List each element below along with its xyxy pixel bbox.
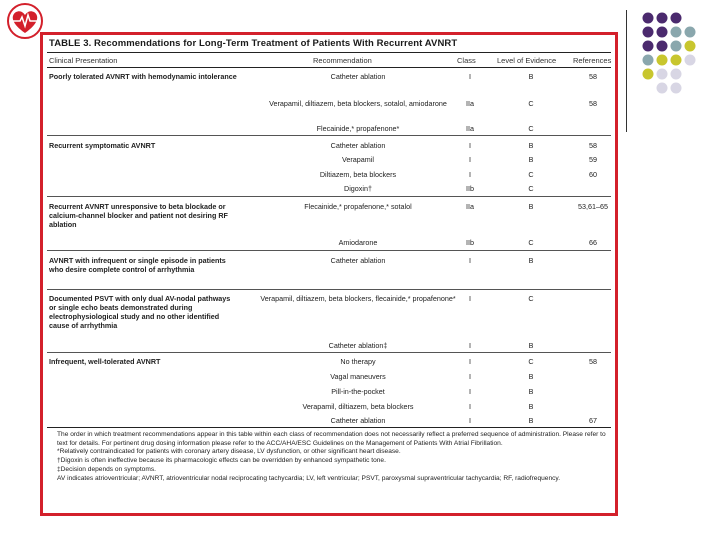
level: B [528,72,534,81]
header-class: Class [457,56,476,65]
footnote: ‡Decision depends on symptoms. [57,465,156,473]
references: 59 [589,155,597,164]
decor-dot [643,41,654,52]
recommendation: Vagal maneuvers [330,372,386,381]
references: 58 [589,357,597,366]
level: B [528,202,534,211]
level: B [528,416,534,425]
decor-dot [657,69,668,80]
header-clinical-presentation: Clinical Presentation [49,56,118,65]
clinical-presentation: Recurrent AVNRT unresponsive to beta blockade or calcium-channel blocker and patient not desiring RF ablation [49,202,228,229]
level: C [528,124,534,133]
level: B [528,402,534,411]
level: C [528,357,534,366]
header-rule [47,67,611,68]
recommendation: Verapamil [342,155,374,164]
recommendation: Pill-in-the-pocket [331,387,385,396]
recommendation: Catheter ablation [330,256,386,265]
footnote: †Digoxin is often ineffective because its pharmacologic effects can be overridden by enhanced sympathetic tone. [57,457,386,465]
recommendation: Verapamil, diltiazem, beta blockers, flecainide,* propafenone* [260,294,456,303]
decor-dot [671,55,682,66]
level: C [528,238,534,247]
class: I [469,170,471,179]
decor-dot [685,55,696,66]
class: I [469,341,471,350]
header-recommendation: Recommendation [313,56,372,65]
class: I [469,256,471,265]
clinical-presentation: Documented PSVT with only dual AV-nodal pathways or single echo beats demonstrated during electrophysiological study and no other identified cause of arrhythmia [49,294,231,330]
class: I [469,372,471,381]
recommendation: No therapy [340,357,376,366]
clinical-presentation: AVNRT with infrequent or single episode in patients who desire complete control of arrhythmia [49,256,226,274]
recommendation: Verapamil, diltiazem, beta blockers [302,402,414,411]
level: B [528,256,534,265]
class: IIb [466,184,474,193]
recommendation: Catheter ablation [330,72,386,81]
decor-dot [685,41,696,52]
recommendation: Flecainide,* propafenone,* sotalol [304,202,412,211]
class: IIa [466,124,474,133]
footnote: AV indicates atrioventricular; AVNRT, atrioventricular nodal reciprocating tachycardia; LV, left ventricular; PSVT, paroxysmal supraventricular tachycardia; RF, radiofrequency. [57,474,561,482]
class: I [469,357,471,366]
level: C [528,184,534,193]
class: I [469,155,471,164]
header-level-of-evidence: Level of Evidence [497,56,557,65]
class: I [469,416,471,425]
clinical-presentation: Poorly tolerated AVNRT with hemodynamic intolerance [49,72,237,81]
class: I [469,387,471,396]
group-rule [47,135,611,136]
decor-dot [685,27,696,38]
decor-dot [671,83,682,94]
level: B [528,141,534,150]
level: B [528,341,534,350]
references: 60 [589,170,597,179]
footnote: *Relatively contraindicated for patients with coronary artery disease, LV dysfunction, or other significant heart disease. [57,448,401,456]
decor-dot [643,55,654,66]
decor-dot [657,13,668,24]
class: IIa [466,99,474,108]
class: I [469,72,471,81]
references: 67 [589,416,597,425]
references: 58 [589,141,597,150]
decor-dot [643,13,654,24]
decor-dot [657,55,668,66]
decor-dot [671,27,682,38]
table-title: TABLE 3. Recommendations for Long-Term Treatment of Patients With Recurrent AVNRT [49,38,458,49]
group-rule [47,352,611,353]
level: B [528,372,534,381]
decor-dot [643,27,654,38]
table-footnotes [49,431,609,483]
recommendation: Digoxin† [344,184,372,193]
recommendation: Catheter ablation‡ [328,341,388,350]
references: 58 [589,99,597,108]
title-rule [47,52,611,53]
class: IIa [466,202,474,211]
level: B [528,155,534,164]
recommendation: Catheter ablation [330,141,386,150]
decor-dot [657,83,668,94]
references: 53,61–65 [578,202,608,211]
recommendation: Amiodarone [338,238,378,247]
class: I [469,402,471,411]
class: IIb [466,238,474,247]
recommendation: Catheter ablation [330,416,386,425]
references: 66 [589,238,597,247]
level: B [528,387,534,396]
header-references: References [573,56,612,65]
table-frame [40,32,618,516]
class: I [469,141,471,150]
level: C [528,170,534,179]
recommendation: Verapamil, diltiazem, beta blockers, sotalol, amiodarone [269,99,447,108]
decor-dot [671,69,682,80]
table-bottom-rule [47,427,611,428]
recommendation: Diltiazem, beta blockers [319,170,397,179]
level: C [528,99,534,108]
references: 58 [589,72,597,81]
decor-dot [643,69,654,80]
group-rule [47,196,611,197]
level: C [528,294,534,303]
recommendation: Flecainide,* propafenone* [316,124,400,133]
decor-dot [671,13,682,24]
decor-dot [657,41,668,52]
clinical-presentation: Recurrent symptomatic AVNRT [49,141,156,150]
clinical-presentation: Infrequent, well-tolerated AVNRT [49,357,161,366]
class: I [469,294,471,303]
decor-dot [657,27,668,38]
group-rule [47,250,611,251]
decorative-dot-grid [640,10,720,120]
decor-divider [626,10,627,132]
footnote: The order in which treatment recommendations appear in this table within each class of recommendation does not necessarily reflect a preferred sequence of administration. Please refer to text for details. For pertinent drug dosing information please refer to the ACC/AHA/ESC Guidelines on the Management of Patients With Atrial Fibrillation. [57,431,606,447]
group-rule [47,289,611,290]
decor-dot [671,41,682,52]
